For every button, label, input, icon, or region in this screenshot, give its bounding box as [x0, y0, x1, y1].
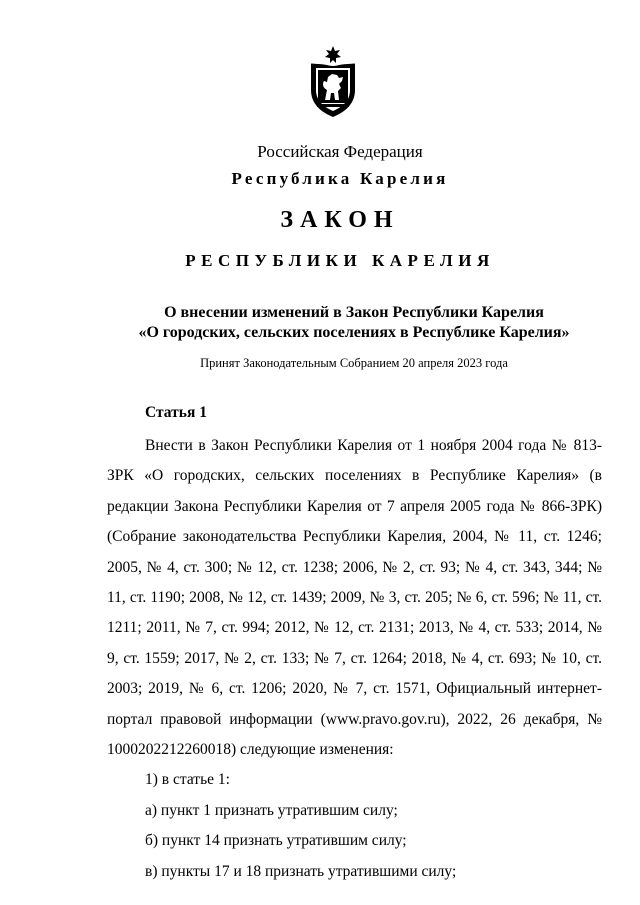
- article-body: [107, 431, 602, 887]
- article-heading: Статья 1: [145, 404, 207, 421]
- law-title-line-1: О внесении изменений в Закон Республики Карелия: [164, 304, 544, 321]
- list-item: а) пункт 1 признать утратившим силу;: [145, 801, 398, 819]
- republic-name: Республика Карелия: [231, 169, 449, 188]
- country-name: Российская Федерация: [257, 142, 423, 161]
- law-heading: ЗАКОН: [280, 207, 400, 233]
- law-title: [0, 303, 640, 343]
- karelia-coat-of-arms-icon: [303, 44, 363, 120]
- article-paragraph: Внести в Закон Республики Карелия от 1 ноября 2004 года № 813-ЗРК «О городских, сельских поселениях в Республике Карелия» (в редакции Закона Республики Карелия от 7 апреля 2005 года № 866-ЗРК) (Собрание законодательства Республики Карелия, 2004, № 11, ст. 1246; 2005, № 4, ст. 300; № 12, ст. 1238; 2006, № 2, ст. 93; № 4, ст. 343, 344; № 11, ст. 1190; 2008, № 12, ст. 1439; 2009, № 3, ст. 205; № 6, ст. 596; № 11, ст. 1211; 2011, № 7, ст. 994; 2012, № 12, ст. 2131; 2013, № 4, ст. 533; 2014, № 9, ст. 1559; 2017, № 2, ст. 133; № 7, ст. 1264; 2018, № 4, ст. 693; № 10, ст. 2003; 2019, № 6, ст. 1206; 2020, № 7, ст. 1571, Официальный интернет-портал правовой информации (www.pravo.gov.ru), 2022, 26 декабря, № 1000202212260018) следующие изменения:: [107, 437, 602, 759]
- adoption-note: Принят Законодательным Собранием 20 апреля 2023 года: [200, 356, 508, 370]
- law-subheading: РЕСПУБЛИКИ КАРЕЛИЯ: [185, 251, 495, 270]
- list-item: 1) в статье 1:: [145, 771, 230, 789]
- law-title-line-2: «О городских, сельских поселениях в Республике Карелия»: [138, 324, 570, 341]
- list-item: в) пункты 17 и 18 признать утратившими силу;: [145, 862, 457, 880]
- list-item: б) пункт 14 признать утратившим силу;: [145, 832, 407, 850]
